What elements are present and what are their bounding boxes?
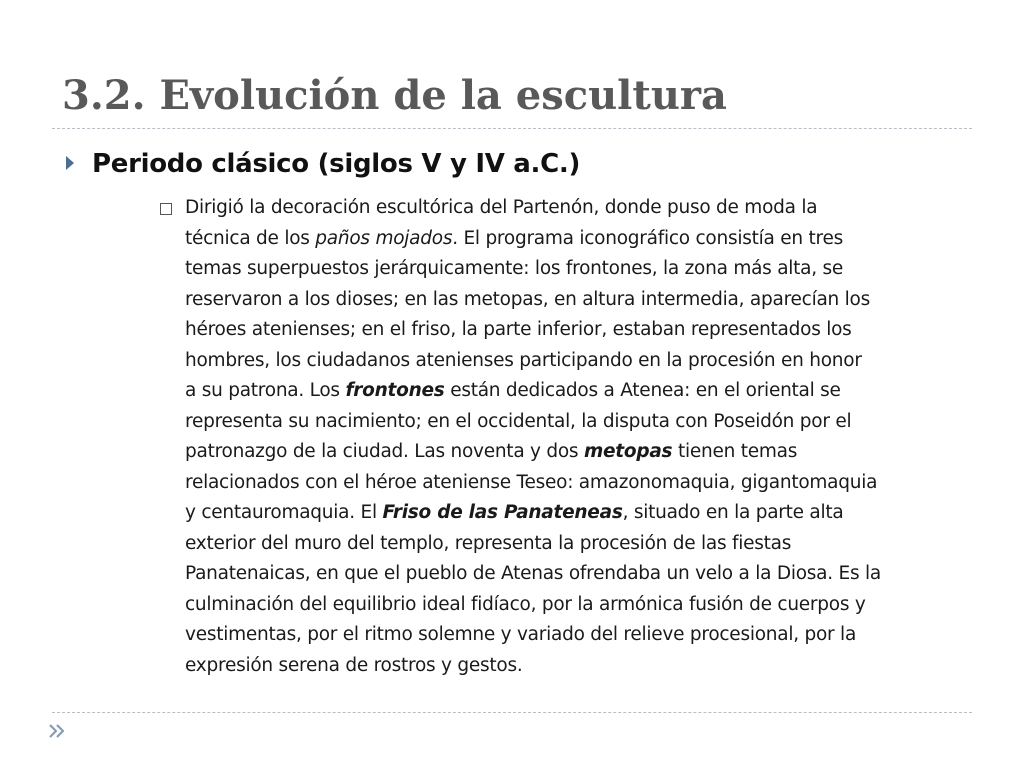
paragraph-line: reservaron a los dioses; en las metopas, en altura intermedia, aparecían los xyxy=(185,288,871,310)
paragraph-line xyxy=(185,498,985,529)
text-run: . El programa iconográfico consistía en tres xyxy=(452,227,843,249)
text-run: están dedicados a Atenea: en el oriental se xyxy=(444,380,841,401)
paragraph-line xyxy=(185,437,985,468)
paragraph-line: representa su nacimiento; en el occidental, la disputa con Poseidón por el xyxy=(185,410,852,432)
text-run: tienen temas xyxy=(672,441,798,462)
paragraph-line: héroes atenienses; en el friso, la parte inferior, estaban representados los xyxy=(185,319,852,340)
paragraph-line: vestimentas, por el ritmo solemne y variado del relieve procesional, por la xyxy=(185,624,857,645)
paragraph-line xyxy=(185,224,985,255)
paragraph-line: expresión serena de rostros y gestos. xyxy=(185,654,523,676)
title-divider xyxy=(52,128,972,129)
body-paragraph xyxy=(185,193,985,681)
section-heading: Periodo clásico (siglos V y IV a.C.) xyxy=(92,149,581,179)
square-bullet-icon xyxy=(160,203,172,215)
text-run: , situado en la parte alta xyxy=(622,502,844,523)
triangle-bullet-icon xyxy=(66,156,74,170)
paragraph-line xyxy=(185,376,985,407)
paragraph-line: Dirigió la decoración escultórica del Partenón, donde puso de moda la xyxy=(185,197,818,218)
double-chevron-right-icon[interactable] xyxy=(48,722,66,740)
paragraph-line: relacionados con el héroe ateniense Teseo: amazonomaquia, gigantomaquia xyxy=(185,471,878,493)
paragraph-line: exterior del muro del templo, representa la procesión de las fiestas xyxy=(185,532,792,554)
text-run: técnica de los xyxy=(185,227,316,249)
bold-italic-text: frontones xyxy=(345,380,445,401)
paragraph-line: temas superpuestos jerárquicamente: los frontones, la zona más alta, se xyxy=(185,258,844,279)
bold-italic-text: Friso de las Panateneas xyxy=(382,502,623,523)
emphasis-text: paños mojados xyxy=(315,227,453,249)
text-run: a su patrona. Los xyxy=(185,380,346,401)
bold-italic-text: metopas xyxy=(583,441,673,462)
paragraph-line: Panatenaicas, en que el pueblo de Atenas ofrendaba un velo a la Diosa. Es la xyxy=(185,563,881,584)
slide-title: 3.2. Evolución de la escultura xyxy=(62,72,727,119)
text-run: y centauromaquia. El xyxy=(185,502,383,523)
paragraph-line: culminación del equilibrio ideal fidíaco, por la armónica fusión de cuerpos y xyxy=(185,593,866,615)
footer-divider xyxy=(52,712,972,713)
paragraph-line: hombres, los ciudadanos atenienses participando en la procesión en honor xyxy=(185,349,862,371)
text-run: patronazgo de la ciudad. Las noventa y dos xyxy=(185,441,584,462)
